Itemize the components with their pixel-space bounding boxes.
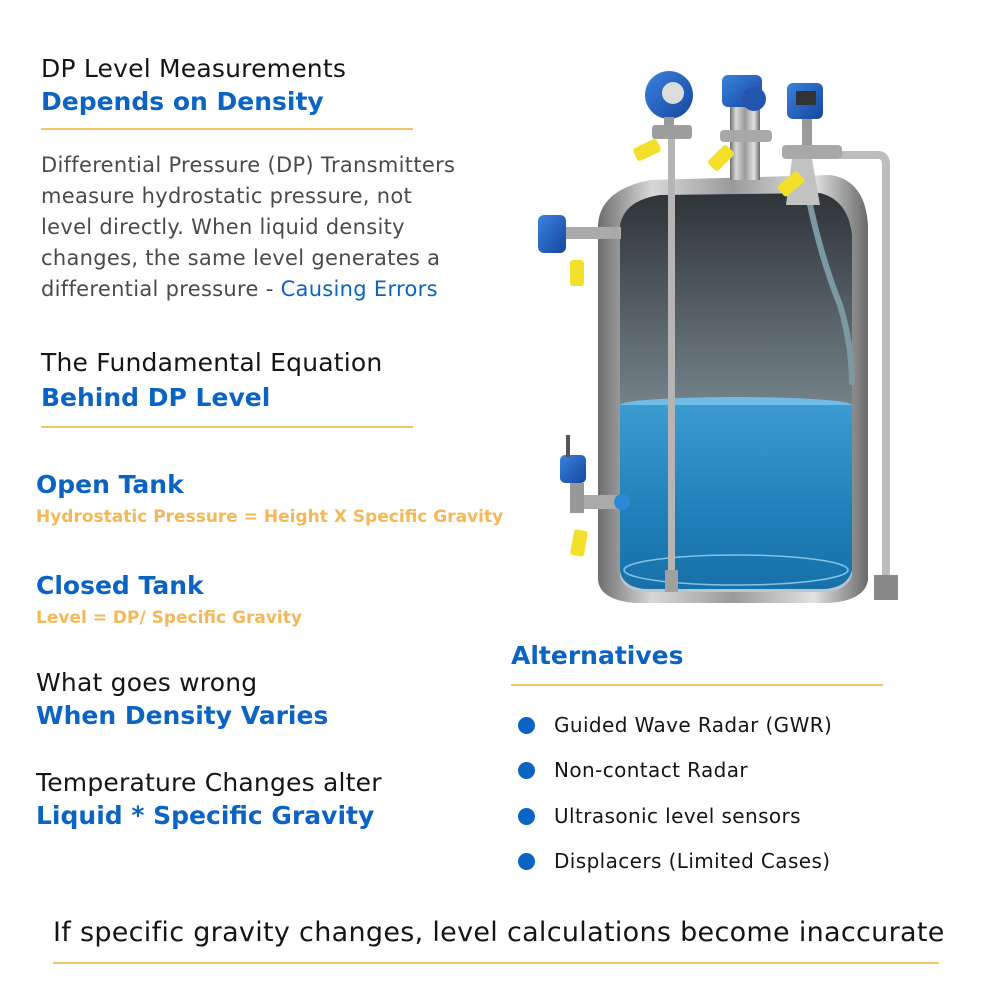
tank-illustration bbox=[530, 55, 920, 620]
section4-title: Temperature Changes alter bbox=[36, 768, 382, 797]
body-line: changes, the same level generates a bbox=[41, 246, 441, 270]
section2-title: The Fundamental Equation bbox=[41, 348, 383, 377]
section3-subtitle: When Density Varies bbox=[36, 701, 329, 730]
bullet-icon bbox=[518, 808, 535, 825]
list-item: Non-contact Radar bbox=[518, 755, 748, 785]
open-tank-title: Open Tank bbox=[36, 470, 184, 499]
closed-tank-formula: Level = DP/ Specific Gravity bbox=[36, 608, 302, 628]
footer-text: If specific gravity changes, level calculations become inaccurate bbox=[53, 917, 945, 948]
alternatives-title: Alternatives bbox=[511, 641, 684, 670]
causing-errors-highlight: Causing Errors bbox=[280, 277, 438, 301]
list-item: Ultrasonic level sensors bbox=[518, 801, 801, 831]
section1-title: DP Level Measurements bbox=[41, 54, 347, 83]
closed-tank-title: Closed Tank bbox=[36, 571, 204, 600]
body-line: differential pressure - Causing Errors bbox=[41, 277, 438, 301]
body-line: Differential Pressure (DP) Transmitters bbox=[41, 153, 456, 177]
footer-divider bbox=[53, 962, 939, 964]
section1-divider bbox=[41, 128, 413, 130]
section2-subtitle: Behind DP Level bbox=[41, 383, 271, 412]
body-line: level directly. When liquid density bbox=[41, 215, 405, 239]
bullet-icon bbox=[518, 853, 535, 870]
list-item: Guided Wave Radar (GWR) bbox=[518, 710, 832, 740]
open-tank-formula: Hydrostatic Pressure = Height X Specific Gravity bbox=[36, 507, 504, 527]
bullet-icon bbox=[518, 717, 535, 734]
section4-subtitle: Liquid * Specific Gravity bbox=[36, 801, 375, 830]
bullet-icon bbox=[518, 762, 535, 779]
section2-divider bbox=[41, 426, 413, 428]
section1-subtitle: Depends on Density bbox=[41, 87, 324, 116]
section1-body bbox=[41, 150, 511, 305]
section3-title: What goes wrong bbox=[36, 668, 258, 697]
body-line: measure hydrostatic pressure, not bbox=[41, 184, 413, 208]
list-item: Displacers (Limited Cases) bbox=[518, 846, 831, 876]
alternatives-divider bbox=[511, 684, 883, 686]
